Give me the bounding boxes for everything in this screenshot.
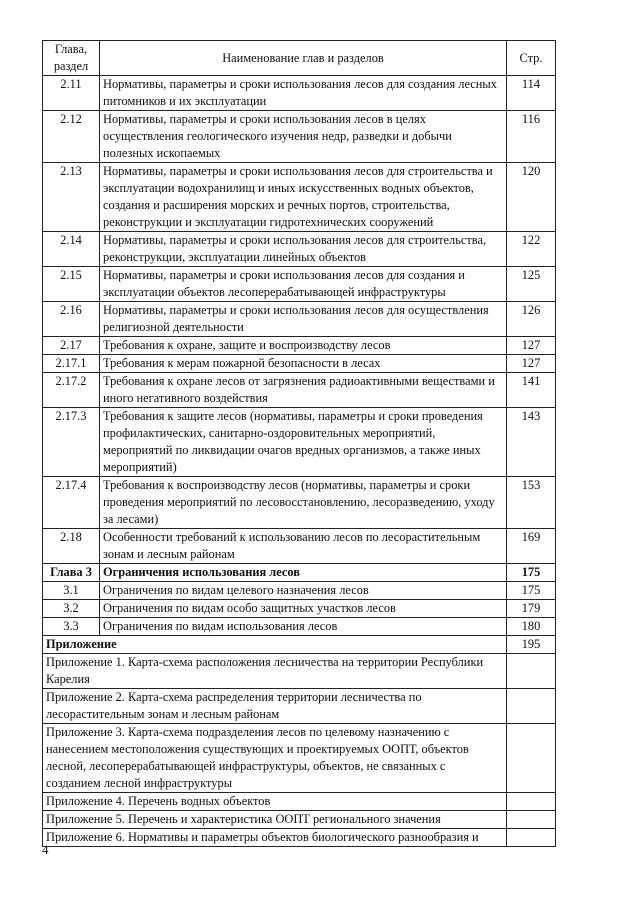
appendix-item-row — [43, 829, 556, 847]
toc-row-title: Требования к охране лесов от загрязнения радиоактивными веществами и иного негативного воздействия — [100, 373, 507, 408]
toc-row-page: 125 — [507, 267, 556, 302]
page-number: 4 — [42, 842, 49, 857]
appendix-item: Приложение 3. Карта-схема подразделения лесов по целевому назначению с нанесением местоположения существующих и проектируемых ООПТ, объектов лесной, лесоперерабатывающей инфраструктуры, объектов, не связанных с созданием лесной инфраструктуры — [43, 724, 507, 793]
toc-row-title: Ограничения по видам использования лесов — [100, 618, 507, 636]
toc-row-page: 141 — [507, 373, 556, 408]
toc-page — [42, 40, 555, 847]
header-chapter: Глава, раздел — [43, 41, 100, 76]
toc-row-number: 2.15 — [43, 267, 100, 302]
toc-row-number: 2.18 — [43, 529, 100, 564]
appendix-page-empty — [507, 724, 556, 793]
toc-row-page: 127 — [507, 337, 556, 355]
toc-row — [43, 529, 556, 564]
appendix-item: Приложение 6. Нормативы и параметры объектов биологического разнообразия и — [43, 829, 507, 847]
toc-row-number: 2.17.2 — [43, 373, 100, 408]
appendix-page-empty — [507, 793, 556, 811]
toc-row — [43, 355, 556, 373]
appendix-item-row — [43, 724, 556, 793]
appendix-page-empty — [507, 811, 556, 829]
appendix-item-row — [43, 811, 556, 829]
toc-row-number: 3.2 — [43, 600, 100, 618]
toc-row — [43, 267, 556, 302]
toc-row — [43, 302, 556, 337]
toc-row-page: 127 — [507, 355, 556, 373]
toc-row-title: Нормативы, параметры и сроки использования лесов в целях осуществления геологического изучения недр, разведки и добычи полезных ископаемых — [100, 111, 507, 163]
toc-row-number: 2.17.4 — [43, 477, 100, 529]
toc-row-number: 2.14 — [43, 232, 100, 267]
toc-row-title: Ограничения использования лесов — [100, 564, 507, 582]
appendix-item: Приложение 5. Перечень и характеристика ООПТ регионального значения — [43, 811, 507, 829]
toc-row-number: 2.12 — [43, 111, 100, 163]
toc-row — [43, 618, 556, 636]
toc-row — [43, 337, 556, 355]
toc-row-page: 179 — [507, 600, 556, 618]
toc-row-number: 2.16 — [43, 302, 100, 337]
toc-row-number: 2.11 — [43, 76, 100, 111]
toc-row-page: 143 — [507, 408, 556, 477]
toc-header-row — [43, 41, 556, 76]
toc-row-number: 2.17.3 — [43, 408, 100, 477]
toc-row-title: Ограничения по видам целевого назначения лесов — [100, 582, 507, 600]
appendix-page: 195 — [507, 636, 556, 654]
toc-row — [43, 111, 556, 163]
toc-row-page: 175 — [507, 564, 556, 582]
toc-row-page: 120 — [507, 163, 556, 232]
appendix-item-row — [43, 793, 556, 811]
toc-row-title: Нормативы, параметры и сроки использования лесов для создания и эксплуатации объектов лесоперерабатывающей инфраструктуры — [100, 267, 507, 302]
toc-row-page: 169 — [507, 529, 556, 564]
toc-row-title: Нормативы, параметры и сроки использования лесов для строительства и эксплуатации водохранилищ и иных искусственных водных объектов, создания и расширения морских и речных портов, строительства, реконструкции и эксплуатации гидротехнических сооружений — [100, 163, 507, 232]
toc-row-title: Требования к воспроизводству лесов (нормативы, параметры и сроки проведения мероприятий по лесовосстановлению, лесоразведению, уходу за лесами) — [100, 477, 507, 529]
toc-row-title: Требования к защите лесов (нормативы, параметры и сроки проведения профилактических, санитарно-оздоровительных мероприятий, мероприятий по ликвидации очагов вредных организмов, а также иных мероприятий) — [100, 408, 507, 477]
toc-row — [43, 477, 556, 529]
appendix-header-row — [43, 636, 556, 654]
toc-row-number: 2.17.1 — [43, 355, 100, 373]
toc-row-title: Особенности требований к использованию лесов по лесорастительным зонам и лесным районам — [100, 529, 507, 564]
appendix-page-empty — [507, 829, 556, 847]
header-title: Наименование глав и разделов — [100, 41, 507, 76]
header-page: Стр. — [507, 41, 556, 76]
appendix-page-empty — [507, 689, 556, 724]
toc-row-page: 180 — [507, 618, 556, 636]
toc-row-page: 153 — [507, 477, 556, 529]
appendix-item-row — [43, 689, 556, 724]
toc-row — [43, 163, 556, 232]
toc-row-page: 126 — [507, 302, 556, 337]
toc-row-number: Глава 3 — [43, 564, 100, 582]
toc-row-title: Нормативы, параметры и сроки использования лесов для осуществления религиозной деятельности — [100, 302, 507, 337]
toc-row-page: 116 — [507, 111, 556, 163]
toc-row — [43, 582, 556, 600]
toc-row — [43, 408, 556, 477]
toc-row-title: Нормативы, параметры и сроки использования лесов для строительства, реконструкции, эксплуатации линейных объектов — [100, 232, 507, 267]
toc-row-number: 3.1 — [43, 582, 100, 600]
toc-row-title: Требования к охране, защите и воспроизводству лесов — [100, 337, 507, 355]
toc-row-page: 114 — [507, 76, 556, 111]
toc-row-number: 2.17 — [43, 337, 100, 355]
toc-row-page: 122 — [507, 232, 556, 267]
toc-body — [43, 76, 556, 847]
toc-row — [43, 373, 556, 408]
toc-row-page: 175 — [507, 582, 556, 600]
toc-row-number: 2.13 — [43, 163, 100, 232]
appendix-label: Приложение — [43, 636, 507, 654]
toc-row — [43, 600, 556, 618]
toc-row — [43, 232, 556, 267]
toc-row-title: Нормативы, параметры и сроки использования лесов для создания лесных питомников и их эксплуатации — [100, 76, 507, 111]
toc-row-title: Требования к мерам пожарной безопасности в лесах — [100, 355, 507, 373]
appendix-item: Приложение 1. Карта-схема расположения лесничества на территории Республики Карелия — [43, 654, 507, 689]
table-of-contents — [42, 40, 556, 847]
toc-row — [43, 564, 556, 582]
appendix-item-row — [43, 654, 556, 689]
toc-row — [43, 76, 556, 111]
appendix-item: Приложение 4. Перечень водных объектов — [43, 793, 507, 811]
toc-row-number: 3.3 — [43, 618, 100, 636]
appendix-item: Приложение 2. Карта-схема распределения территории лесничества по лесорастительным зонам и лесным районам — [43, 689, 507, 724]
appendix-page-empty — [507, 654, 556, 689]
toc-row-title: Ограничения по видам особо защитных участков лесов — [100, 600, 507, 618]
